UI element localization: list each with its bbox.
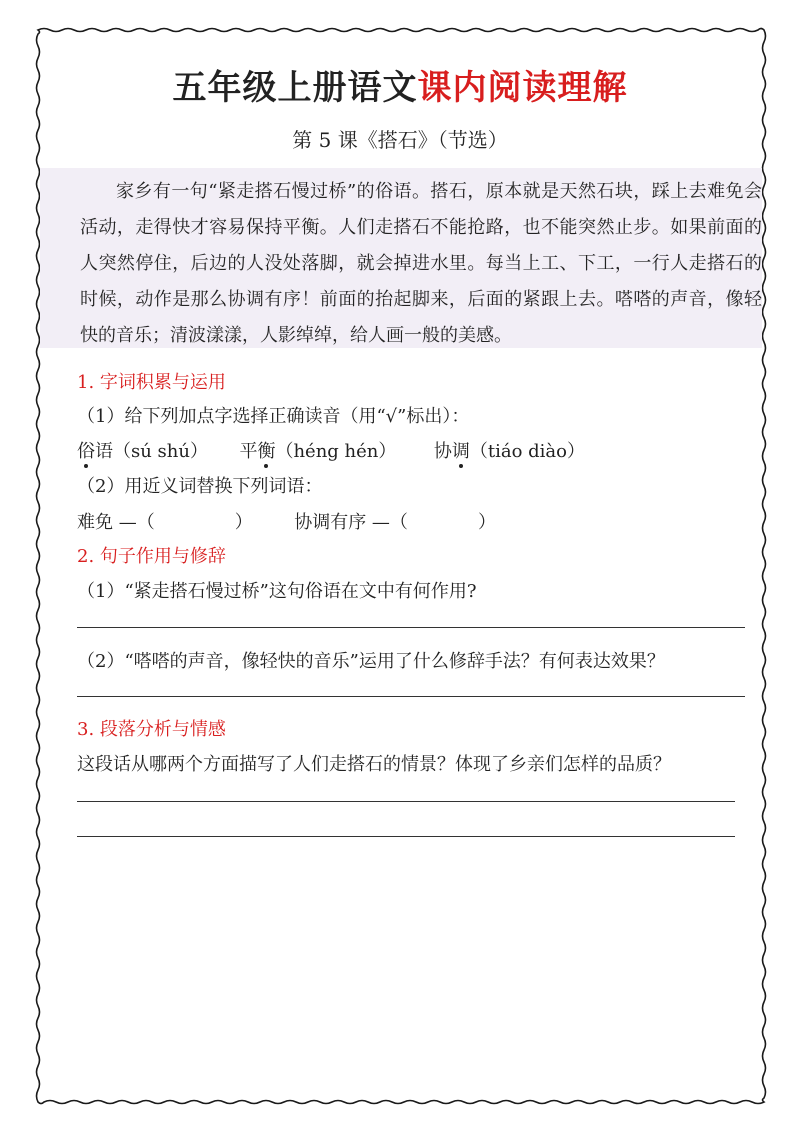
page-title — [0, 60, 800, 109]
title-red: 课内阅读理解 — [417, 68, 628, 108]
synonym-2-close: ） — [477, 512, 496, 533]
question-3-1: 这段话从哪两个方面描写了人们走搭石的情景？体现了乡亲们怎样的品质？ — [77, 754, 671, 775]
question-1-1: （1）给下列加点字选择正确读音（用“√”标出）： — [77, 406, 470, 427]
section-2-heading: 2. 句子作用与修辞 — [77, 546, 226, 567]
pinyin-options-1[interactable]: （sú shú） — [113, 441, 208, 462]
question-1-2: （2）用近义词替换下列词语： — [77, 476, 323, 497]
answer-line-3-1[interactable] — [77, 801, 735, 802]
pinyin-word-2-first: 平 — [239, 441, 258, 462]
pinyin-options-2[interactable]: （héng hén） — [275, 441, 397, 462]
answer-line-2-2[interactable] — [77, 696, 745, 697]
synonym-1-word: 难免 —（ — [77, 512, 155, 533]
pinyin-word-3-dotted: 调 — [452, 437, 470, 463]
pinyin-word-2-dotted: 衡 — [257, 437, 275, 463]
pinyin-options-row — [77, 437, 585, 463]
reading-passage-box — [40, 168, 762, 348]
lesson-subtitle: 第 5 课《搭石》（节选） — [292, 128, 508, 152]
section-3-heading: 3. 段落分析与情感 — [77, 719, 226, 740]
pinyin-options-3[interactable]: （tiáo diào） — [469, 441, 585, 462]
synonym-1-close: ） — [234, 512, 253, 533]
reading-passage-text: 家乡有一句“紧走搭石慢过桥”的俗语。搭石，原本就是天然石块，踩上去难免会活动，走得快才容易保持平衡。人们走搭石不能抢路，也不能突然止步。如果前面的人突然停住，后边的人没处落脚，就会掉进水里。每当上工、下工，一行人走搭石的时候，动作是那么协调有序！前面的抬起脚来，后面的紧跟上去。嗒嗒的声音，像轻快的音乐；清波漾漾，人影绰绰，给人画一般的美感。 — [80, 181, 762, 346]
synonym-row — [77, 508, 496, 534]
section-1-heading: 1. 字词积累与运用 — [77, 372, 226, 393]
question-2-2: （2）“嗒嗒的声音，像轻快的音乐”运用了什么修辞手法？有何表达效果？ — [77, 651, 665, 672]
answer-line-2-1[interactable] — [77, 627, 745, 628]
pinyin-word-3-first: 协 — [433, 441, 452, 462]
pinyin-word-1-dotted: 俗 — [77, 437, 95, 463]
answer-line-3-2[interactable] — [77, 836, 735, 837]
title-black: 五年级上册语文 — [172, 68, 418, 108]
question-2-1: （1）“紧走搭石慢过桥”这句俗语在文中有何作用? — [77, 581, 477, 602]
pinyin-word-1-rest: 语 — [95, 441, 113, 462]
synonym-2-word: 协调有序 —（ — [294, 512, 408, 533]
